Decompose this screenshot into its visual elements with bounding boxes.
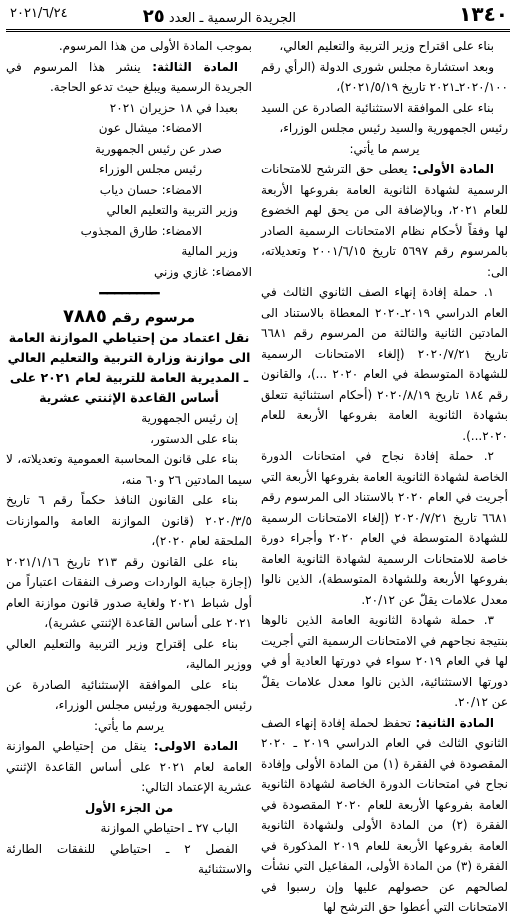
page-number: ١٣٤٠ xyxy=(459,2,508,26)
signature-edu-minister: الامضاء: طارق المجذوب xyxy=(80,223,202,238)
article-heading: المادة الثانية: xyxy=(415,715,495,730)
right-column xyxy=(261,36,508,918)
page-header xyxy=(0,0,516,30)
paragraph xyxy=(6,736,252,798)
paragraph: بناء على الموافقة الاستثنائية الصادرة عن السيد رئيس الجمهورية والسيد رئيس مجلس الوزراء، xyxy=(261,100,508,135)
signature-fin-minister: الامضاء: غازي وزني xyxy=(153,264,252,279)
decree-body xyxy=(6,408,252,798)
pm-title: رئيس مجلس الوزراء xyxy=(99,162,202,176)
decree-title: نقل اعتماد من إحتياطي الموازنة العامة الى موازنة وزارة التربية والتعليم العالي ـ المديرية العامة للتربية لعام ٢٠٢١ على أساس القاعدة الإثنتي عشرية xyxy=(7,330,251,405)
decree-number: ٧٨٨٥ xyxy=(62,305,107,327)
signature-president: الامضاء: ميشال عون xyxy=(98,121,202,135)
budget-chapter: الباب ٢٧ ـ احتياطي الموازنة xyxy=(100,821,238,835)
paragraph: ١. حملة إفادة إنهاء الصف الثانوي الثالث في العام الدراسي ٢٠١٩ـ٢٠٢٠ المعطاة بالاستناد الى المادتين الثانية والثالثة من المرسوم رقم ٦٦٨١ تاريخ ٢٠٢٠/٧/٢١ (إلغاء الامتحانات الرسمية للشهادة المتوسطة في العام ٢٠٢٠ ...)، والقانون رقم ١٨٤ تاريخ ٢٠٢٠/٨/١٩ (أحكام استثنائية تتعلق بشهادة الثانوية العامة بفروعها الأربعة للعام ٢٠٢٠...). xyxy=(261,285,509,443)
article-text: تحفظ لحملة إفادة إنهاء الصف الثانوي الثالث في العام الدراسي ٢٠١٩ ـ ٢٠٢٠ المقصودة في الفقرة (١) من المادة الأولى وإفادة نجاح في امتحانات الدورة الخاصة لشهادة الثانوية العامة بفروعها الأربعة للعام ٢٠٢٠ المقصودة في الفقرة (٢) من المادة الأولى ولشهادة الثانوية العامة بفروعها الأربعة للعام ٢٠١٩ المذكورة في الفقرة (٣) من المادة الأولى، المفاعيل التي نشأت لصالحهم عن حصولهم عليها وإن رسبوا في الامتحانات التي أعطوا حق الترشح لها xyxy=(261,715,508,914)
edu-minister-title: وزير التربية والتعليم العالي xyxy=(106,203,238,217)
decree-heading xyxy=(6,307,252,329)
article-heading: المادة الثالثة: xyxy=(152,59,238,74)
decree-separator xyxy=(6,284,252,305)
continued-text: بموجب المادة الأولى من هذا المرسوم. xyxy=(58,39,252,53)
article-text: ينشر هذا المرسوم في الجريدة الرسمية ويبلغ حيث تدعو الحاجة. xyxy=(6,59,252,94)
header-divider xyxy=(6,29,510,32)
paragraph: إن رئيس الجمهورية xyxy=(141,411,238,425)
paragraph: بناء على اقتراح وزير التربية والتعليم العالي، xyxy=(279,39,494,53)
article-heading: المادة الأولى: xyxy=(412,162,494,176)
paragraph: بناء على الموافقة الإستثنائية الصادرة عن رئيس الجمهورية ورئيس مجلس الوزراء، xyxy=(6,677,252,712)
paragraph xyxy=(261,159,508,282)
left-column xyxy=(6,36,252,880)
paragraph xyxy=(261,713,508,918)
article-text: ينقل من إحتياطي الموازنة العامة لعام ٢٠٢١ على أساس القاعدة الإثنتي عشرية الإعتماد التالي: xyxy=(6,739,252,794)
paragraph: بناء على القانون النافذ حكماً رقم ٦ تاريخ ٢٠٢٠/٣/٥ (قانون الموازنة العامة والموازنات الملحقة لعام ٢٠٢٠)، xyxy=(6,493,252,548)
paragraph: ٣. حملة شهادة الثانوية العامة الذين نالوها بنتيجة نجاحهم في الامتحانات الرسمية التي أجريت لها في العام ٢٠١٩ سواء في دورتها العادية أو في دورتها الاستثنائية، الذين نالوا معدل علامات يقلّ عن ٢٠/١٢. xyxy=(261,613,508,709)
issued-by: صدر عن رئيس الجمهورية xyxy=(94,141,222,156)
issue-number: ٢٥ xyxy=(142,6,165,27)
gazette-name: الجريدة الرسمية ـ العدد xyxy=(168,11,296,26)
paragraph: ٢. حملة إفادة نجاح في امتحانات الدورة الخاصة لشهادة الثانوية العامة بفروعها الأربعة التي أجريت في العام ٢٠٢٠ بالاستناد الى المرسوم رقم ٦٦٨١ تاريخ ٢٠٢٠/٧/٢١ (إلغاء الامتحانات الرسمية للشهادة المتوسطة في العام ٢٠٢٠ وأجراء دورة خاصة للامتحانات الرسمية لشهادة الثانوية العامة بفروعها الأربعة وللشهادة المتوسطة)، الذين نالوا معدل علامات يقلّ عن ٢٠/١٢. xyxy=(261,449,508,607)
decree-label: مرسوم رقم xyxy=(111,309,196,326)
paragraph: بناء على القانون رقم ٢١٣ تاريخ ٢٠٢١/١/١٦ (إجازة جباية الواردات وصرف النفقات اعتباراً من أول شباط ٢٠٢١ ولغاية صدور قانون موازنة العام ٢٠٢١ على أساس القاعدة الإثنتي عشرية)، xyxy=(6,554,253,630)
issue-date: ٢٠٢١/٦/٢٤ xyxy=(10,6,68,21)
paragraph: يرسم ما يأتي: xyxy=(93,718,165,733)
paragraph: بناء على الدستور، xyxy=(150,431,238,446)
article-three xyxy=(6,57,252,98)
paragraph: وبعد استشارة مجلس شورى الدولة (الرأي رقم ٢٠٢٠/١٠٠ـ٢٠٢١ تاريخ ٢٠٢١/٥/١٩)، xyxy=(261,59,508,94)
article-text: يعطى حق الترشح للامتحانات الرسمية لشهادة الثانوية العامة بفروعها الأربعة للعام ٢٠٢١، وبالإضافة الى من يحق لهم الخضوع لها وفقاً لأحكام نظام الامتحانات الرسمية الصادر بالمرسوم رقم ٥٦٩٧ تاريخ ٢٠٠١/٦/١٥ وتعديلاته، الى: xyxy=(261,162,508,279)
paragraph: بناء على إقتراح وزير التربية والتعليم العالي ووزير المالية، xyxy=(6,636,252,671)
paragraph: بناء على قانون المحاسبة العمومية وتعديلاته، لا سيما المادتين ٢٦ و٦٠ منه، xyxy=(6,452,252,487)
fin-minister-title: وزير المالية xyxy=(181,244,238,258)
budget-section: الفصل ٢ ـ احتياطي للنفقات الطارئة والاستثنائية xyxy=(6,841,252,876)
signature-pm: الامضاء: حسان دياب xyxy=(99,182,202,197)
article-heading: المادة الاولى: xyxy=(153,739,238,753)
paragraph: يرسم ما يأتي: xyxy=(349,141,420,156)
date-line: بعبدا في ١٨ حزيران ٢٠٢١ xyxy=(109,100,238,115)
part-heading: من الجزء الأول xyxy=(84,800,174,815)
gazette-title xyxy=(143,6,296,27)
